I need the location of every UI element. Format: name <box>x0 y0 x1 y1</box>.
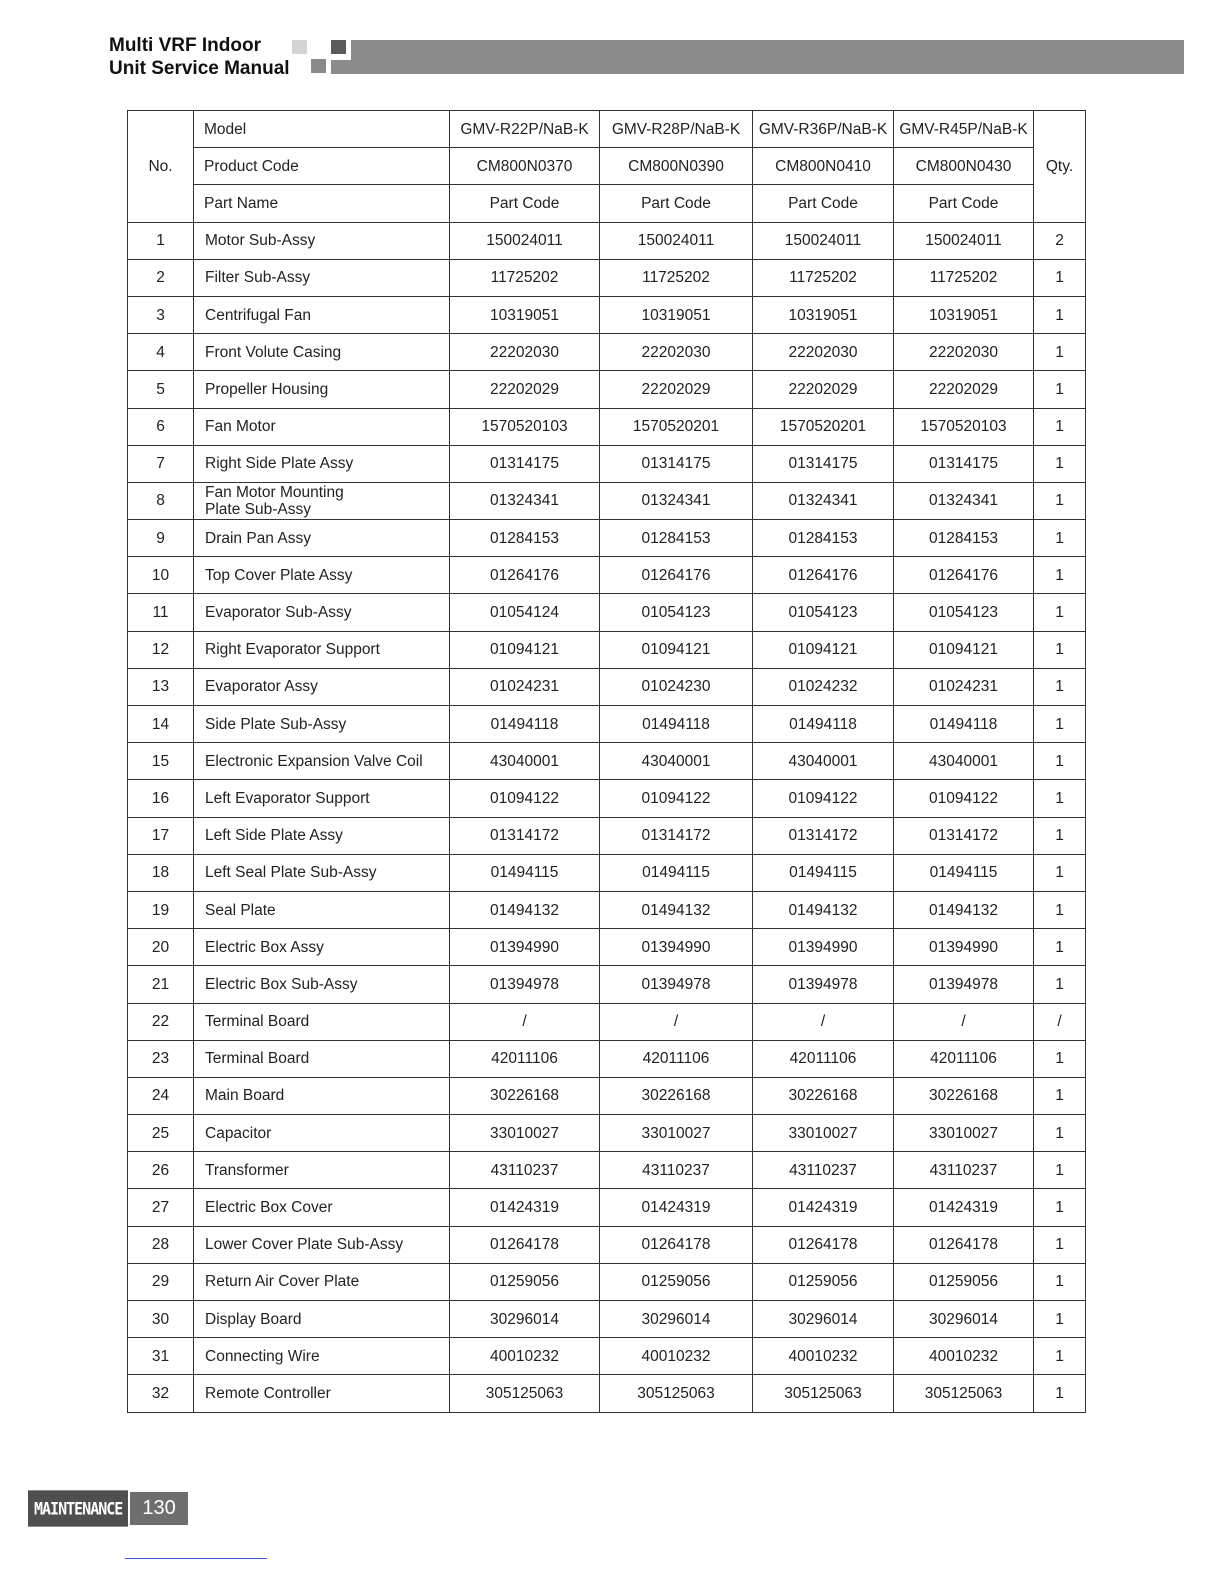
part-code: 43040001 <box>600 743 753 780</box>
part-code: 01494118 <box>450 706 600 743</box>
quantity: 1 <box>1034 631 1086 668</box>
header-part-name-label: Part Name <box>194 185 450 222</box>
part-name: Electric Box Sub-Assy <box>194 966 450 1003</box>
table-row <box>128 445 1086 482</box>
quantity: 1 <box>1034 1189 1086 1226</box>
quantity: 1 <box>1034 743 1086 780</box>
part-code: 01394978 <box>450 966 600 1003</box>
part-code: 01424319 <box>600 1189 753 1226</box>
part-code: 01284153 <box>753 520 894 557</box>
part-name: Transformer <box>194 1152 450 1189</box>
part-name: Remote Controller <box>194 1375 450 1412</box>
part-code: 30226168 <box>753 1077 894 1114</box>
part-code: 01494115 <box>600 854 753 891</box>
quantity: 1 <box>1034 966 1086 1003</box>
part-name: Seal Plate <box>194 891 450 928</box>
part-code: 01259056 <box>450 1263 600 1300</box>
footer-link-line <box>125 1558 267 1559</box>
part-code: 22202030 <box>894 334 1034 371</box>
row-number: 2 <box>128 259 194 296</box>
header-part-code-4: Part Code <box>894 185 1034 222</box>
part-code: 01284153 <box>600 520 753 557</box>
quantity: / <box>1034 1003 1086 1040</box>
part-code: 40010232 <box>600 1338 753 1375</box>
table-row <box>128 482 1086 519</box>
table-row <box>128 668 1086 705</box>
table-row <box>128 1077 1086 1114</box>
part-code: 01054123 <box>894 594 1034 631</box>
row-number: 6 <box>128 408 194 445</box>
part-code: 01494132 <box>450 891 600 928</box>
quantity: 1 <box>1034 706 1086 743</box>
row-number: 20 <box>128 929 194 966</box>
part-code: 42011106 <box>600 1040 753 1077</box>
table-row <box>128 1301 1086 1338</box>
part-code: 22202030 <box>600 334 753 371</box>
table-row <box>128 706 1086 743</box>
table-row <box>128 891 1086 928</box>
table-row <box>128 1003 1086 1040</box>
part-name: Display Board <box>194 1301 450 1338</box>
part-code: 150024011 <box>753 222 894 259</box>
quantity: 1 <box>1034 817 1086 854</box>
part-code: 01424319 <box>753 1189 894 1226</box>
part-code: 01024230 <box>600 668 753 705</box>
part-name: Left Side Plate Assy <box>194 817 450 854</box>
header-model-label: Model <box>194 111 450 148</box>
part-name: Right Evaporator Support <box>194 631 450 668</box>
header-decor-square <box>292 40 307 54</box>
part-code: 40010232 <box>894 1338 1034 1375</box>
row-number: 27 <box>128 1189 194 1226</box>
part-code: 22202029 <box>753 371 894 408</box>
part-code: 43040001 <box>450 743 600 780</box>
quantity: 1 <box>1034 557 1086 594</box>
quantity: 1 <box>1034 1040 1086 1077</box>
part-code: 01284153 <box>450 520 600 557</box>
row-number: 18 <box>128 854 194 891</box>
row-number: 12 <box>128 631 194 668</box>
part-code: 40010232 <box>753 1338 894 1375</box>
part-code: 30296014 <box>600 1301 753 1338</box>
part-code: 01314175 <box>753 445 894 482</box>
table-row <box>128 780 1086 817</box>
page-header-title <box>109 34 290 80</box>
table-row <box>128 1115 1086 1152</box>
header-title-line1: Multi VRF Indoor <box>109 35 261 56</box>
part-code: 150024011 <box>894 222 1034 259</box>
part-code: 43110237 <box>894 1152 1034 1189</box>
part-code: 30226168 <box>894 1077 1034 1114</box>
quantity: 1 <box>1034 334 1086 371</box>
part-code: 11725202 <box>600 259 753 296</box>
part-name: Evaporator Assy <box>194 668 450 705</box>
part-name: Fan Motor Mounting Plate Sub-Assy <box>194 482 450 519</box>
table-row <box>128 966 1086 1003</box>
part-code: / <box>450 1003 600 1040</box>
header-title-line2: Unit Service Manual <box>109 58 290 79</box>
part-code: 10319051 <box>894 296 1034 333</box>
table-row <box>128 557 1086 594</box>
part-code: 22202029 <box>600 371 753 408</box>
part-code: 150024011 <box>450 222 600 259</box>
part-code: 01264178 <box>753 1226 894 1263</box>
quantity: 1 <box>1034 891 1086 928</box>
part-name: Return Air Cover Plate <box>194 1263 450 1300</box>
part-name: Lower Cover Plate Sub-Assy <box>194 1226 450 1263</box>
part-code: 01054123 <box>753 594 894 631</box>
row-number: 13 <box>128 668 194 705</box>
header-model-2: GMV-R28P/NaB-K <box>600 111 753 148</box>
part-name: Centrifugal Fan <box>194 296 450 333</box>
row-number: 25 <box>128 1115 194 1152</box>
part-name: Capacitor <box>194 1115 450 1152</box>
footer-section-label: MAINTENANCE <box>28 1490 128 1526</box>
part-name: Right Side Plate Assy <box>194 445 450 482</box>
part-name: Terminal Board <box>194 1040 450 1077</box>
part-code: 305125063 <box>894 1375 1034 1412</box>
part-code: 01094122 <box>894 780 1034 817</box>
part-name: Connecting Wire <box>194 1338 450 1375</box>
quantity: 1 <box>1034 1375 1086 1412</box>
row-number: 1 <box>128 222 194 259</box>
part-code: 30226168 <box>600 1077 753 1114</box>
header-product-code-label: Product Code <box>194 148 450 185</box>
quantity: 1 <box>1034 594 1086 631</box>
table-row <box>128 520 1086 557</box>
part-code: / <box>894 1003 1034 1040</box>
table-row <box>128 408 1086 445</box>
part-code: 01424319 <box>450 1189 600 1226</box>
row-number: 11 <box>128 594 194 631</box>
part-code: 01094122 <box>753 780 894 817</box>
part-name: Evaporator Sub-Assy <box>194 594 450 631</box>
table-row <box>128 1152 1086 1189</box>
part-code: 01494118 <box>600 706 753 743</box>
table-row <box>128 929 1086 966</box>
part-code: 01394978 <box>600 966 753 1003</box>
row-number: 10 <box>128 557 194 594</box>
quantity: 1 <box>1034 296 1086 333</box>
part-code: 01324341 <box>753 482 894 519</box>
part-name: Left Evaporator Support <box>194 780 450 817</box>
part-code: 43110237 <box>600 1152 753 1189</box>
part-code: 01394990 <box>600 929 753 966</box>
quantity: 1 <box>1034 1077 1086 1114</box>
quantity: 1 <box>1034 1115 1086 1152</box>
part-code: 01094122 <box>600 780 753 817</box>
part-code: 01314172 <box>753 817 894 854</box>
part-code: 10319051 <box>753 296 894 333</box>
part-code: 33010027 <box>600 1115 753 1152</box>
part-name: Front Volute Casing <box>194 334 450 371</box>
table-row <box>128 1189 1086 1226</box>
quantity: 1 <box>1034 780 1086 817</box>
part-code: 11725202 <box>753 259 894 296</box>
part-code: 01264178 <box>600 1226 753 1263</box>
header-product-code-2: CM800N0390 <box>600 148 753 185</box>
part-code: 305125063 <box>600 1375 753 1412</box>
row-number: 14 <box>128 706 194 743</box>
table-row <box>128 631 1086 668</box>
part-code: 01264176 <box>600 557 753 594</box>
quantity: 1 <box>1034 1226 1086 1263</box>
part-code: 1570520103 <box>894 408 1034 445</box>
part-code: 01094121 <box>450 631 600 668</box>
quantity: 1 <box>1034 1301 1086 1338</box>
row-number: 7 <box>128 445 194 482</box>
part-name: Electric Box Assy <box>194 929 450 966</box>
part-code: 150024011 <box>600 222 753 259</box>
part-code: 01259056 <box>753 1263 894 1300</box>
quantity: 1 <box>1034 371 1086 408</box>
part-name: Side Plate Sub-Assy <box>194 706 450 743</box>
table-row <box>128 371 1086 408</box>
table-row <box>128 1338 1086 1375</box>
part-name: Electronic Expansion Valve Coil <box>194 743 450 780</box>
table-row <box>128 259 1086 296</box>
row-number: 30 <box>128 1301 194 1338</box>
part-code: 43040001 <box>753 743 894 780</box>
table-row <box>128 743 1086 780</box>
part-name: Top Cover Plate Assy <box>194 557 450 594</box>
part-code: 30296014 <box>894 1301 1034 1338</box>
parts-table <box>127 110 1086 1413</box>
part-code: 22202029 <box>450 371 600 408</box>
footer-section-badge <box>28 1492 188 1525</box>
header-decor-square <box>331 40 346 54</box>
header-product-code-4: CM800N0430 <box>894 148 1034 185</box>
part-code: 30296014 <box>753 1301 894 1338</box>
row-number: 9 <box>128 520 194 557</box>
part-code: 01394990 <box>450 929 600 966</box>
part-code: 01094121 <box>894 631 1034 668</box>
quantity: 2 <box>1034 222 1086 259</box>
part-code: 33010027 <box>753 1115 894 1152</box>
part-code: 01394990 <box>753 929 894 966</box>
part-code: 01264178 <box>450 1226 600 1263</box>
page-number: 130 <box>130 1492 187 1525</box>
part-code: 10319051 <box>450 296 600 333</box>
row-number: 24 <box>128 1077 194 1114</box>
part-code: 01494115 <box>894 854 1034 891</box>
quantity: 1 <box>1034 482 1086 519</box>
part-code: 01494132 <box>753 891 894 928</box>
part-code: 43110237 <box>450 1152 600 1189</box>
quantity: 1 <box>1034 854 1086 891</box>
part-code: 10319051 <box>600 296 753 333</box>
part-code: 01314172 <box>894 817 1034 854</box>
table-header-row-model <box>128 111 1086 148</box>
part-code: 01264178 <box>894 1226 1034 1263</box>
part-code: 01259056 <box>894 1263 1034 1300</box>
header-qty: Qty. <box>1034 111 1086 223</box>
part-name: Drain Pan Assy <box>194 520 450 557</box>
part-code: 01054124 <box>450 594 600 631</box>
table-row <box>128 1226 1086 1263</box>
part-code: 01324341 <box>894 482 1034 519</box>
part-code: 01394978 <box>894 966 1034 1003</box>
part-code: 33010027 <box>450 1115 600 1152</box>
table-row <box>128 1375 1086 1412</box>
part-code: 01094121 <box>753 631 894 668</box>
part-name: Left Seal Plate Sub-Assy <box>194 854 450 891</box>
part-name: Main Board <box>194 1077 450 1114</box>
quantity: 1 <box>1034 668 1086 705</box>
row-number: 28 <box>128 1226 194 1263</box>
row-number: 8 <box>128 482 194 519</box>
part-name: Terminal Board <box>194 1003 450 1040</box>
part-code: 42011106 <box>450 1040 600 1077</box>
part-code: 01314172 <box>450 817 600 854</box>
part-code: 43110237 <box>753 1152 894 1189</box>
part-code: 01314175 <box>894 445 1034 482</box>
part-code: 30226168 <box>450 1077 600 1114</box>
part-code: 1570520201 <box>600 408 753 445</box>
part-name: Motor Sub-Assy <box>194 222 450 259</box>
part-code: 01094122 <box>450 780 600 817</box>
row-number: 5 <box>128 371 194 408</box>
table-row <box>128 1040 1086 1077</box>
part-code: / <box>600 1003 753 1040</box>
part-code: 01494118 <box>894 706 1034 743</box>
part-code: 01494115 <box>753 854 894 891</box>
quantity: 1 <box>1034 259 1086 296</box>
quantity: 1 <box>1034 1263 1086 1300</box>
part-code: 01324341 <box>600 482 753 519</box>
quantity: 1 <box>1034 445 1086 482</box>
table-row <box>128 222 1086 259</box>
part-code: 01314172 <box>600 817 753 854</box>
part-code: 22202030 <box>753 334 894 371</box>
part-code: 01314175 <box>600 445 753 482</box>
row-number: 3 <box>128 296 194 333</box>
header-model-4: GMV-R45P/NaB-K <box>894 111 1034 148</box>
part-code: 30296014 <box>450 1301 600 1338</box>
part-code: 01024232 <box>753 668 894 705</box>
header-model-3: GMV-R36P/NaB-K <box>753 111 894 148</box>
quantity: 1 <box>1034 520 1086 557</box>
row-number: 22 <box>128 1003 194 1040</box>
part-code: / <box>753 1003 894 1040</box>
table-row <box>128 1263 1086 1300</box>
part-code: 43040001 <box>894 743 1034 780</box>
quantity: 1 <box>1034 408 1086 445</box>
part-code: 01424319 <box>894 1189 1034 1226</box>
row-number: 32 <box>128 1375 194 1412</box>
part-name: Fan Motor <box>194 408 450 445</box>
table-header-row-product-code <box>128 148 1086 185</box>
part-code: 305125063 <box>450 1375 600 1412</box>
part-code: 01054123 <box>600 594 753 631</box>
quantity: 1 <box>1034 929 1086 966</box>
part-code: 01314175 <box>450 445 600 482</box>
part-code: 01494132 <box>600 891 753 928</box>
row-number: 29 <box>128 1263 194 1300</box>
row-number: 31 <box>128 1338 194 1375</box>
part-code: 01024231 <box>894 668 1034 705</box>
part-name: Filter Sub-Assy <box>194 259 450 296</box>
part-code: 1570520103 <box>450 408 600 445</box>
part-code: 01494118 <box>753 706 894 743</box>
table-row <box>128 334 1086 371</box>
row-number: 23 <box>128 1040 194 1077</box>
part-code: 305125063 <box>753 1375 894 1412</box>
quantity: 1 <box>1034 1338 1086 1375</box>
part-name: Propeller Housing <box>194 371 450 408</box>
header-decor-square <box>311 59 326 73</box>
header-part-code-2: Part Code <box>600 185 753 222</box>
table-row <box>128 817 1086 854</box>
header-part-code-3: Part Code <box>753 185 894 222</box>
row-number: 19 <box>128 891 194 928</box>
part-code: 01324341 <box>450 482 600 519</box>
row-number: 26 <box>128 1152 194 1189</box>
row-number: 15 <box>128 743 194 780</box>
header-part-code-1: Part Code <box>450 185 600 222</box>
part-code: 01264176 <box>450 557 600 594</box>
part-code: 01259056 <box>600 1263 753 1300</box>
table-header-row-part-name <box>128 185 1086 222</box>
part-name: Electric Box Cover <box>194 1189 450 1226</box>
part-code: 33010027 <box>894 1115 1034 1152</box>
part-code: 01284153 <box>894 520 1034 557</box>
part-code: 01264176 <box>894 557 1034 594</box>
table-row <box>128 854 1086 891</box>
part-code: 11725202 <box>450 259 600 296</box>
part-code: 01494115 <box>450 854 600 891</box>
header-product-code-1: CM800N0370 <box>450 148 600 185</box>
part-code: 22202030 <box>450 334 600 371</box>
header-product-code-3: CM800N0410 <box>753 148 894 185</box>
part-code: 22202029 <box>894 371 1034 408</box>
part-code: 01264176 <box>753 557 894 594</box>
part-code: 40010232 <box>450 1338 600 1375</box>
quantity: 1 <box>1034 1152 1086 1189</box>
part-code: 01094121 <box>600 631 753 668</box>
part-code: 42011106 <box>753 1040 894 1077</box>
part-code: 1570520201 <box>753 408 894 445</box>
header-no: No. <box>128 111 194 223</box>
part-code: 42011106 <box>894 1040 1034 1077</box>
table-row <box>128 594 1086 631</box>
row-number: 21 <box>128 966 194 1003</box>
part-code: 01494132 <box>894 891 1034 928</box>
part-code: 01394978 <box>753 966 894 1003</box>
part-code: 11725202 <box>894 259 1034 296</box>
row-number: 16 <box>128 780 194 817</box>
row-number: 17 <box>128 817 194 854</box>
table-row <box>128 296 1086 333</box>
header-decor-bar <box>331 40 1184 74</box>
row-number: 4 <box>128 334 194 371</box>
part-code: 01024231 <box>450 668 600 705</box>
part-code: 01394990 <box>894 929 1034 966</box>
header-model-1: GMV-R22P/NaB-K <box>450 111 600 148</box>
